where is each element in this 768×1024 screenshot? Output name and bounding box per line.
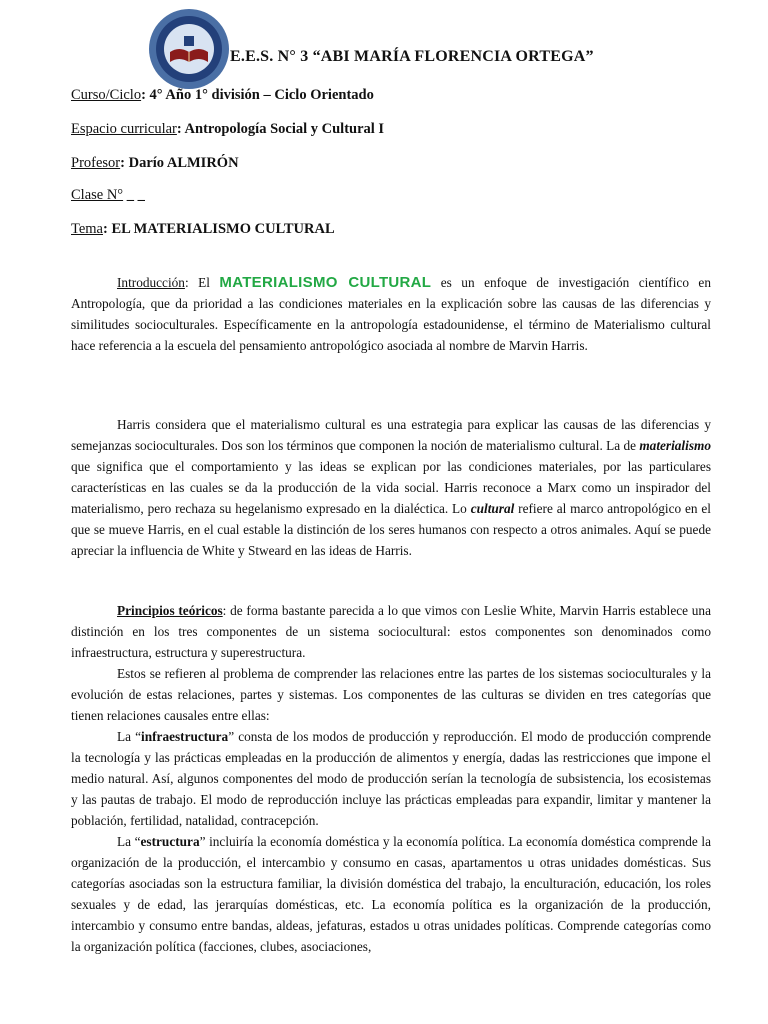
intro-paragraph: Introducción: El MATERIALISMO CULTURAL es un enfoque de investigación científico en Antropología, que da prioridad a las condiciones materiales en la explicación sobre las causas de las diferencias y similitudes socioculturales. Específicamente en la antropología estadounidense, el término de Materialismo cultural hace referencia a la escuela del pensamiento antropológico asociada al nombre de Marvin Harris. [71, 274, 711, 353]
subject-line: Espacio curricular: Antropología Social y Cultural I [71, 121, 385, 137]
estructura-paragraph: La “estructura” incluiría la economía doméstica y la economía política. La economía doméstica comprende la organización de la producción, el intercambio y consumo en casas, apartamentos u otras unidades domésticas. Sus categorías asociadas son la estructura familiar, la división doméstica del trabajo, la enculturación, educación, los roles sexuales y de edad, las jerarquías domésticas, etc. La economía política es la organización de la producción, intercambio y consumo entre bandas, aldeas, jefaturas, estados u otras unidades políticas. Comprende categorías como la organización política (facciones, clubes, asociaciones, [71, 834, 711, 954]
principles-p2: Estos se refieren al problema de comprender las relaciones entre las partes de los sistemas socioculturales y la evolución de estas relaciones, partes y sistemas. Los componentes de las culturas se dividen en tres categorías que tienen relaciones causales entre ellas: [71, 666, 711, 723]
course-line: Curso/Ciclo: 4° Año 1° división – Ciclo Orientado [71, 87, 374, 103]
principles-section: Principios teóricos: de forma bastante parecida a lo que vimos con Leslie White, Marvin Harris establece una distinción en los tres componentes de un sistema sociocultural: estos componentes son denominados como infraestructura, estructura y superestructura. Estos se refieren al problema de comprender las relaciones entre las partes de los sistemas socioculturales y la evolución de estas relaciones, partes y sistemas. Los componentes de las culturas se dividen en tres categorías que tienen relaciones causales entre ellas: La “infraestructura” consta de los modos de producción y reproducción. El modo de producción comprende la tecnología y las prácticas empleadas en la producción de alimentos y energía, dadas las restricciones que impone el medio natural. Así, algunos componentes del modo de producción serían la tecnología de subsistencia, los ecosistemas y las pautas de trabajo. El modo de reproducción incluye las prácticas empleadas para expandir, limitar y mantener la población, fertilidad, natalidad, contracepción. La “estructura” incluiría la economía doméstica y la economía política. La economía doméstica comprende la organización de la producción, el intercambio y consumo en casas, apartamentos u otras unidades domésticas. Sus categorías asociadas son la estructura familiar, la división doméstica del trabajo, la enculturación, educación, los roles sexuales y de edad, las jerarquías domésticas, etc. La economía política es la organización de la producción, intercambio y consumo entre bandas, aldeas, jefaturas, estados u otras unidades políticas. Comprende categorías como la organización política (facciones, clubes, asociaciones, [71, 600, 711, 957]
school-title: E.E.S. N° 3 “ABI MARÍA FLORENCIA ORTEGA” [230, 48, 594, 65]
school-seal-logo [148, 8, 230, 90]
class-number-line: Clase N° _ _ [71, 187, 145, 203]
topic-line: Tema: EL MATERIALISMO CULTURAL [71, 221, 335, 237]
infraestructura-paragraph: La “infraestructura” consta de los modos de producción y reproducción. El modo de producción comprende la tecnología y las prácticas empleadas en la producción de alimentos y energía, dadas las restricciones que impone el medio natural. Así, algunos componentes del modo de producción serían la tecnología de subsistencia, los ecosistemas y las pautas de trabajo. El modo de reproducción incluye las prácticas empleadas para expandir, limitar y mantener la población, fertilidad, natalidad, contracepción. [71, 729, 711, 828]
term-materialismo: materialismo [639, 438, 711, 453]
principles-label: Principios teóricos [117, 603, 223, 618]
term-cultural: cultural [470, 501, 515, 516]
teacher-line: Profesor: Darío ALMIRÓN [71, 155, 239, 171]
harris-paragraph: Harris considera que el materialismo cultural es una estrategia para explicar las causas de las diferencias y semejanzas socioculturales. Dos son los términos que componen la noción de materialismo cultural. La de materialismo que significa que el comportamiento y las ideas se explican por las condiciones materiales, por las particulares características en las cuales se da la producción de la vida social. Harris reconoce a Marx como un inspirador del materialismo, pero rechaza su hegelanismo expresado en la dialéctica. Lo cultural refiere al marco antropológico en el que se mueve Harris, en el cual estable la distinción de los seres humanos con respecto a otros animales. Aquí se puede apreciar la influencia de White y Stweard en las ideas de Harris. [71, 417, 711, 558]
intro-highlight: MATERIALISMO CULTURAL [219, 274, 432, 291]
intro-label: Introducción [117, 275, 185, 290]
page-header [140, 8, 740, 88]
